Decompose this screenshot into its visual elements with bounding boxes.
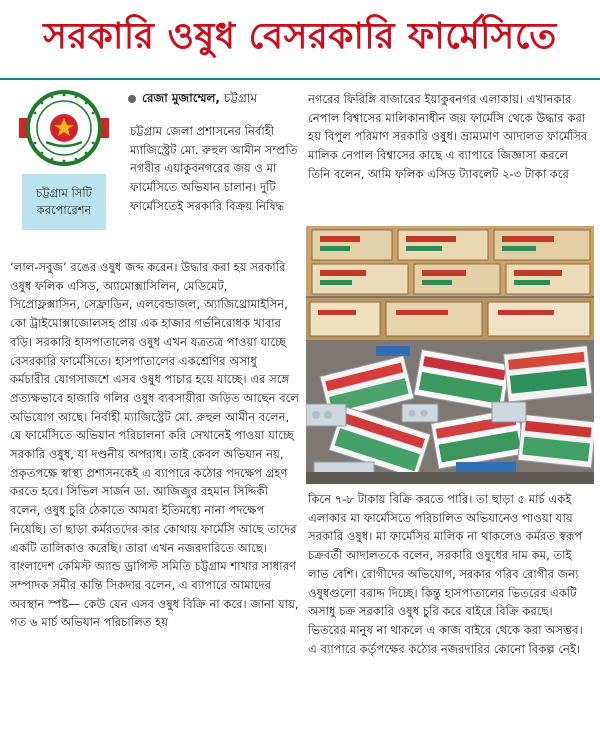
organization-label (22, 174, 106, 230)
byline (128, 90, 298, 110)
headline: সরকারি ওষুধ বেসরকারি ফার্মেসিতে (0, 0, 600, 80)
left-column-paragraph: ‘লাল-সবুজ’ রঙের ওষুধ জব্দ করেন। উদ্ধার করা হয় সরকারি ওষুধ ফলিক এসিড, অ্যামোক্সাসিলিন, মেডিমেট, সিপ্রোফ্লক্সাসিন, সেফ্রাডিন, এলবেন্ডাজল, অ্যাজিথ্রোমাইসিন, কো ট্রাইমোক্সাজোলসহ প্রায় এক হাজার গর্ভনিরোধক খাবার বড়ি। সরকারি হাসপাতালের ওষুধ এখন যত্রতত্র পাওয়া যাচ্ছে বেসরকারি ফার্মেসিতে। হাসপাতালের একশ্রেণির অসাধু কর্মচারীর যোগসাজশে এসব ওষুধ পাচার হয়ে যাচ্ছে। এর সঙ্গে প্রত্যক্ষভাবে হাজারি গলির ওষুধ ব্যবসায়ীরা জড়িত আছেন বলে অভিযোগ আছে। নির্বাহী ম্যাজিস্ট্রেট মো. রুহুল আমীন বলেন, যে ফার্মেসিতে অভিযান পরিচালনা করি সেখানেই পাওয়া যাচ্ছে সরকারি ওষুধ, যা দণ্ডনীয় অপরাধ। তাই কেবল অভিযান নয়, প্রকৃতপক্ষে স্বাস্থ্য প্রশাসনকেই এ ব্যাপারে কঠোর পদক্ষেপ গ্রহণ করতে হবে। সিভিল সার্জন ডা. আজিজুর রহমান সিদ্দিকী বলেন, ওষুধ চুরি ঠেকাতে আমরা ইতিমধ্যে নানা পদক্ষেপ নিয়েছি। তা ছাড়া কর্মরতদের কার কোথায় ফার্মেসি আছে তাদের একটি তালিকাও করেছি। তারা এখন নজরদারিতে আছে। বাংলাদেশ কেমিস্ট অ্যান্ড ড্রাগিস্ট সমিতি চট্টগ্রাম শাখার সাধারণ সম্পাদক সমীর কান্তি সিকদার বলেন, এ ব্যাপারে আমাদের অবস্থান স্পষ্ট— কেউ যেন এসব ওষুধ বিক্রি না করে। জানা যায়, গত ৬ মার্চ অভিযান পরিচালিত হয় (10, 260, 299, 630)
medicine-packets-image (306, 226, 594, 484)
article-right-column-bottom (308, 490, 593, 732)
article-left-column (10, 258, 300, 732)
byline-name: রেজা মুজাম্মেল, (142, 91, 220, 105)
city-corporation-logo (10, 88, 118, 168)
bullet-icon (128, 95, 136, 103)
organization-label-line1: চট্টগ্রাম সিটি (36, 186, 92, 201)
intro-paragraph: চট্টগ্রাম জেলা প্রশাসনের নির্বাহী ম্যাজিস্ট্রেট মো. রুহুল আমীন সম্প্রতি নগরীর এয়াকুবনগরের জয় ও মা ফার্মেসিতে অভিযান চালান। দুটি ফার্মেসিতেই সরকারি বিক্রয় নিষিদ্ধ (130, 124, 298, 213)
article-right-column-top (308, 90, 593, 222)
seized-medicine-photo (306, 226, 594, 484)
city-corporation-emblem-icon (16, 88, 112, 168)
byline-location: চট্টগ্রাম (223, 91, 257, 105)
right-bottom-paragraph: কিনে ৭-৮ টাকায় বিক্রি করতে পারি। তা ছাড়া ৫ মার্চ একই এলাকার মা ফার্মেসিতে পরিচালিত অভিযানেও পাওয়া যায় সরকারি ওষুধ। মা ফার্মেসির মালিক না থাকলেও কর্মরত স্বরূপ চক্রবর্তী আদালতকে বলেন, সরকারি ওষুধের দাম কম, তাই লাভ বেশি। রোগীদের অভিযোগ, সরকার গরিব রোগীর জন্য ওষুধগুলো বরাদ্দ দিচ্ছে। কিন্তু হাসপাতালের ভিতরের একটি অসাধু চক্র সরকারি ওষুধ চুরি করে বাইরে বিক্রি করছে। ভিতরের মানুষ না থাকলে এ কাজ বাইরে থেকে করা অসম্ভব। এ ব্যাপারে কর্তৃপক্ষের কঠোর নজরদারির কোনো বিকল্প নেই। (308, 492, 583, 656)
right-top-paragraph: নগরের ফিরিঙ্গি বাজারের ইয়াকুবনগর এলাকায়। এখানকার নেপাল বিশ্বাসের মালিকানাধীন জয় ফার্মেসি থেকে উদ্ধার করা হয় বিপুল পরিমাণ সরকারি ওষুধ। ভ্রাম্যমাণ আদালত ফার্মেসির মালিক নেপাল বিশ্বাসের কাছে এ ব্যাপারে জিজ্ঞাসা করলে তিনি বলেন, আমি ফলিক এসিড ট্যাবলেট ২-৩ টাকা করে (308, 92, 588, 181)
organization-label-line2: করপোরেশন (36, 203, 92, 217)
article-intro (130, 122, 298, 254)
